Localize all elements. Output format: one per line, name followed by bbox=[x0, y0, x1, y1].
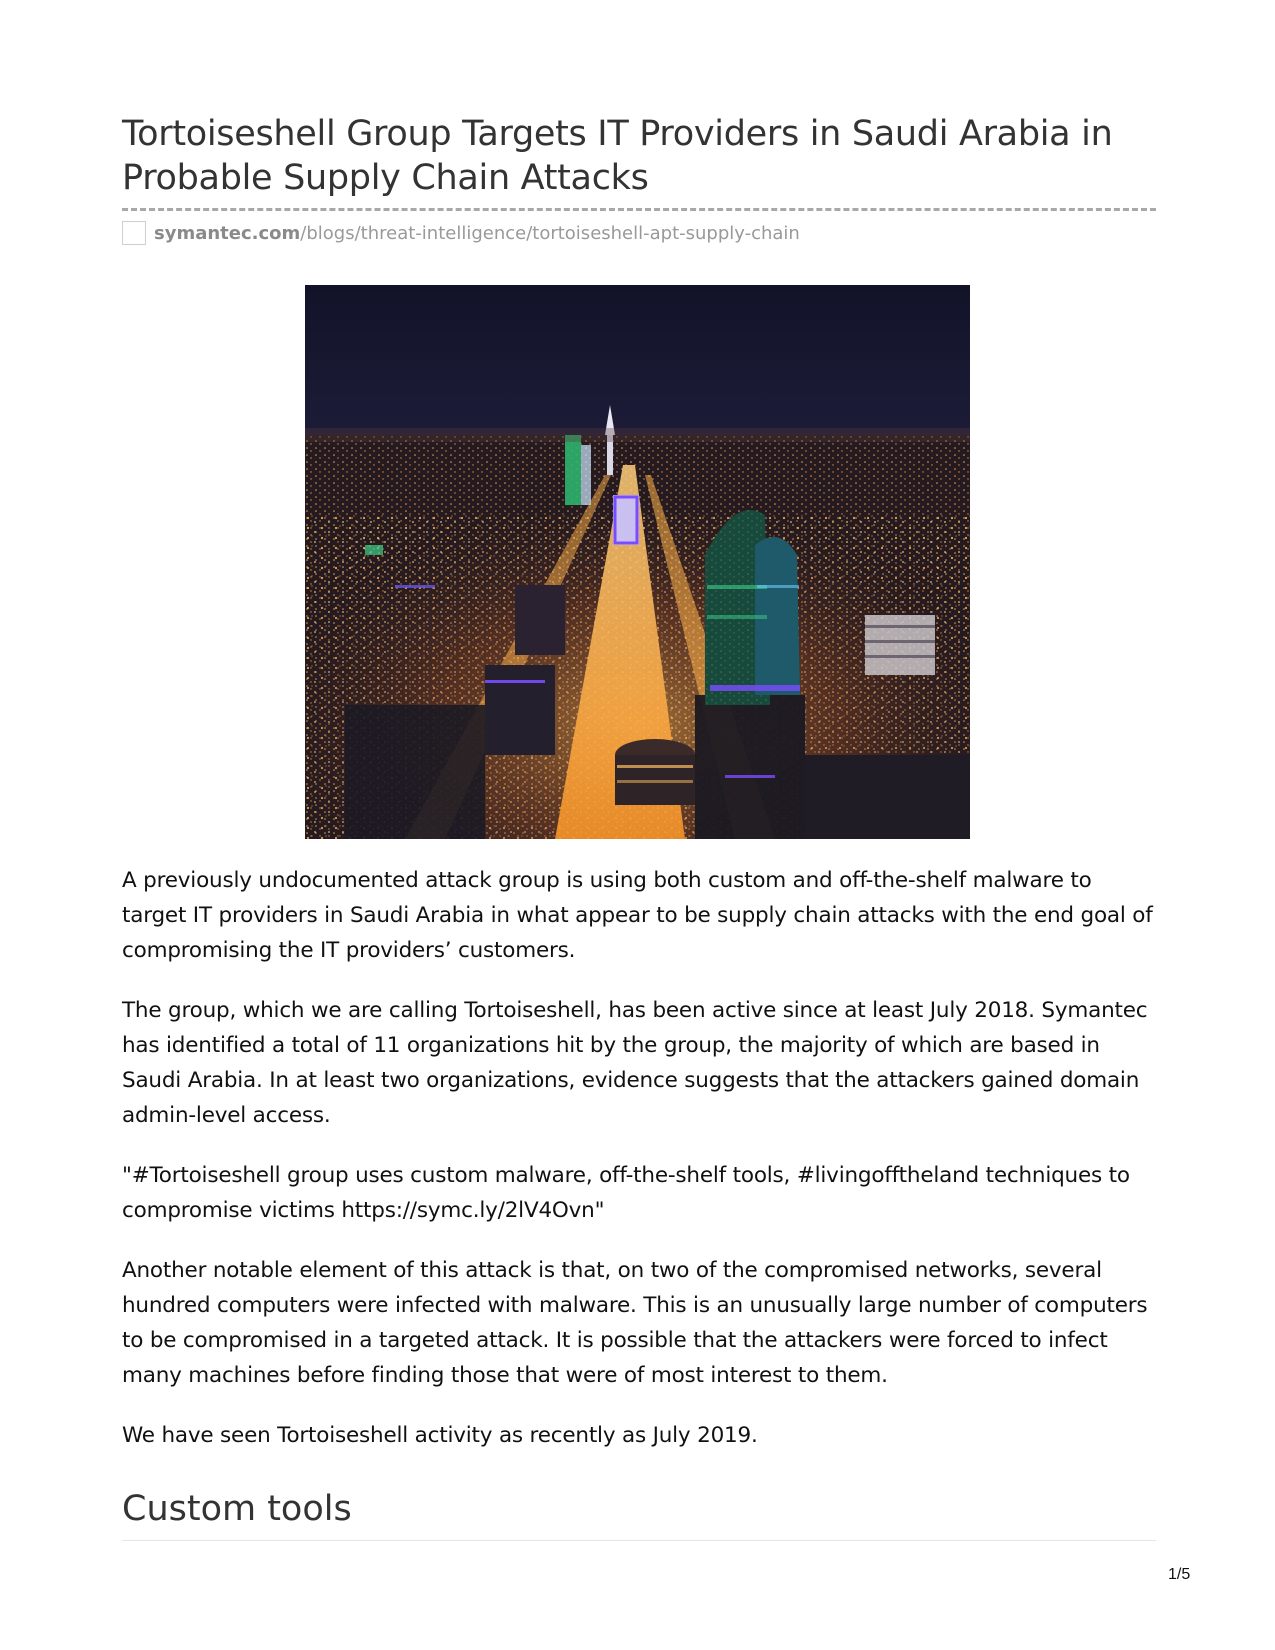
tweet-quote: "#Tortoiseshell group uses custom malware, off-the-shelf tools, #livingofftheland techniques to compromise victims https://symc.ly/2lV4Ovn" bbox=[122, 1163, 1130, 1223]
favicon-icon bbox=[122, 221, 146, 245]
source-path: /blogs/threat-intelligence/tortoiseshell-apt-supply-chain bbox=[300, 223, 800, 244]
page-number: 1/5 bbox=[1168, 1566, 1191, 1583]
hero-image bbox=[305, 285, 970, 839]
article-body bbox=[122, 863, 1156, 1478]
article-title: Tortoiseshell Group Targets IT Providers in Saudi Arabia in Probable Supply Chain Attacks bbox=[122, 114, 1113, 198]
paragraph: A previously undocumented attack group is using both custom and off-the-shelf malware to target IT providers in Saudi Arabia in what appear to be supply chain attacks with the end goal of compromising the IT providers’ customers. bbox=[122, 868, 1153, 963]
source-line bbox=[122, 219, 1156, 249]
paragraph: The group, which we are calling Tortoiseshell, has been active since at least July 2018. Symantec has identified a total of 11 organizations hit by the group, the majority of which are based in Saudi Arabia. In at least two organizations, evidence suggests that the attackers gained domain admin-level access. bbox=[122, 998, 1148, 1128]
section-heading: Custom tools bbox=[122, 1489, 352, 1529]
section-divider bbox=[122, 1540, 1156, 1541]
paragraph: Another notable element of this attack is that, on two of the compromised networks, several hundred computers were infected with malware. This is an unusually large number of computers to be compromised in a targeted attack. It is possible that the attackers were forced to infect many machines before finding those that were of most interest to them. bbox=[122, 1258, 1148, 1388]
paragraph: We have seen Tortoiseshell activity as recently as July 2019. bbox=[122, 1423, 758, 1448]
title-divider bbox=[122, 208, 1156, 211]
source-link[interactable] bbox=[154, 219, 800, 249]
article bbox=[122, 112, 1156, 1529]
source-domain: symantec.com bbox=[154, 223, 301, 244]
city-night-aerial-photo-icon bbox=[305, 285, 970, 839]
